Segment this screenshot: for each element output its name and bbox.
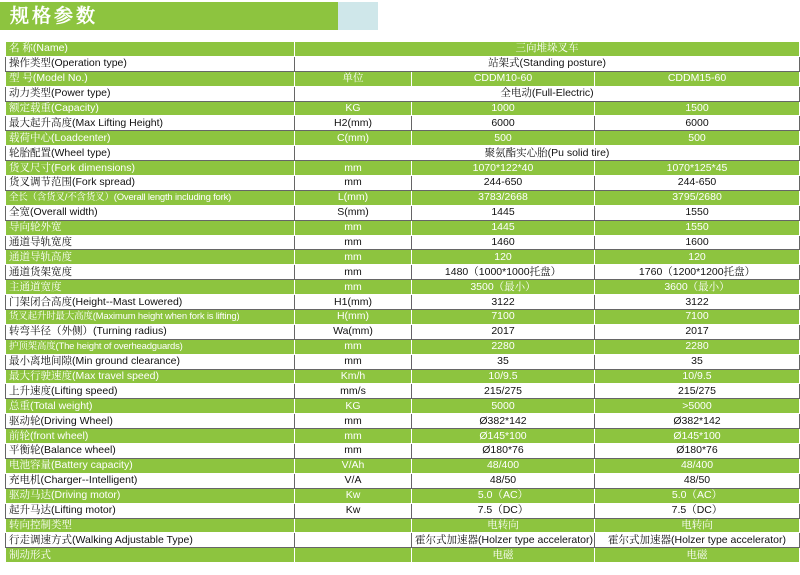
- spec-label: 货叉尺寸(Fork dimensions): [6, 161, 295, 176]
- spec-value-model-2: 霍尔式加速器(Holzer type accelerator): [595, 533, 800, 548]
- spec-label: 最大起升高度(Max Lifting Height): [6, 116, 295, 131]
- spec-unit: mm: [295, 220, 412, 235]
- spec-unit: V/A: [295, 473, 412, 488]
- spec-value-model-2: 1550: [595, 220, 800, 235]
- page-title: 规格参数: [10, 5, 99, 27]
- spec-unit: mm: [295, 176, 412, 191]
- spec-value-model-2: Ø180*76: [595, 444, 800, 459]
- spec-label: 操作类型(Operation type): [6, 56, 295, 71]
- spec-unit: mm: [295, 339, 412, 354]
- spec-value-model-2: 2017: [595, 324, 800, 339]
- spec-row: [6, 458, 800, 473]
- spec-row: [6, 176, 800, 191]
- spec-value-model-2: 电转向: [595, 518, 800, 533]
- spec-label: 轮胎配置(Wheel type): [6, 146, 295, 161]
- spec-value-model-1: 电转向: [412, 518, 595, 533]
- spec-value-model-1: Ø180*76: [412, 444, 595, 459]
- spec-label: 货叉调节范围(Fork spread): [6, 176, 295, 191]
- spec-value-model-1: 霍尔式加速器(Holzer type accelerator): [412, 533, 595, 548]
- spec-value-model-1: 48/400: [412, 458, 595, 473]
- spec-label: 充电机(Charger--Intelligent): [6, 473, 295, 488]
- spec-value-model-1: Ø145*100: [412, 429, 595, 444]
- spec-value-model-2: 1600: [595, 235, 800, 250]
- spec-value-model-2: 2280: [595, 339, 800, 354]
- spec-unit: mm: [295, 250, 412, 265]
- spec-value-model-2: 244-650: [595, 176, 800, 191]
- spec-label: 总重(Total weight): [6, 399, 295, 414]
- spec-value-model-1: 1070*122*40: [412, 161, 595, 176]
- spec-value-model-2: 120: [595, 250, 800, 265]
- spec-row: [6, 310, 800, 325]
- spec-label: 最大行驶速度(Max travel speed): [6, 369, 295, 384]
- spec-value-model-1: 1480（1000*1000托盘）: [412, 265, 595, 280]
- spec-value-model-1: 7100: [412, 310, 595, 325]
- spec-value-model-2: 3795/2680: [595, 190, 800, 205]
- spec-value-model-2: 电磁: [595, 548, 800, 563]
- spec-label: 货叉起升时最大高度(Maximum height when fork is lifting): [6, 310, 295, 325]
- spec-value-model-1: 1445: [412, 220, 595, 235]
- spec-label: 驱动轮(Driving Wheel): [6, 414, 295, 429]
- spec-label: 最小离地间隙(Min ground clearance): [6, 354, 295, 369]
- spec-value-model-2: Ø382*142: [595, 414, 800, 429]
- spec-value: 聚氨酯实心胎(Pu solid tire): [295, 146, 800, 161]
- spec-row: [6, 384, 800, 399]
- spec-row: [6, 518, 800, 533]
- spec-value-model-2: 48/50: [595, 473, 800, 488]
- spec-value-model-2: 10/9.5: [595, 369, 800, 384]
- spec-value-model-1: 5.0（AC）: [412, 488, 595, 503]
- spec-value: 三向堆垛叉车: [295, 42, 800, 57]
- spec-value-model-2: 500: [595, 131, 800, 146]
- spec-label: 起升马达(Lifting motor): [6, 503, 295, 518]
- spec-value-model-2: CDDM15-60: [595, 71, 800, 86]
- spec-value-model-2: Ø145*100: [595, 429, 800, 444]
- spec-value-model-1: 3122: [412, 295, 595, 310]
- spec-unit: mm: [295, 161, 412, 176]
- spec-unit: KG: [295, 399, 412, 414]
- spec-row: [6, 190, 800, 205]
- spec-row: [6, 548, 800, 563]
- spec-label: 平衡轮(Balance wheel): [6, 444, 295, 459]
- spec-label: 通道导轨高度: [6, 250, 295, 265]
- spec-label: 全宽(Overall width): [6, 205, 295, 220]
- spec-value-model-1: Ø382*142: [412, 414, 595, 429]
- spec-label: 通道导轨宽度: [6, 235, 295, 250]
- spec-value-model-2: 1760（1200*1200托盘）: [595, 265, 800, 280]
- spec-unit: C(mm): [295, 131, 412, 146]
- spec-unit: mm: [295, 265, 412, 280]
- spec-value-model-2: 1500: [595, 101, 800, 116]
- spec-label: 导向轮外宽: [6, 220, 295, 235]
- spec-label: 全长（含货叉/不含货叉）(Overall length including fork): [6, 190, 295, 205]
- spec-label: 型 号(Model No.): [6, 71, 295, 86]
- spec-table-body: [6, 42, 800, 563]
- spec-unit: Kw: [295, 503, 412, 518]
- spec-value-model-1: 5000: [412, 399, 595, 414]
- spec-value-model-2: 215/275: [595, 384, 800, 399]
- spec-row: [6, 250, 800, 265]
- spec-unit: H(mm): [295, 310, 412, 325]
- spec-unit: mm: [295, 429, 412, 444]
- spec-value-model-1: 35: [412, 354, 595, 369]
- spec-row: [6, 71, 800, 86]
- spec-unit: mm/s: [295, 384, 412, 399]
- spec-value: 全电动(Full-Electric): [295, 86, 800, 101]
- spec-unit: [295, 533, 412, 548]
- spec-label: 额定载重(Capacity): [6, 101, 295, 116]
- spec-value-model-2: 7100: [595, 310, 800, 325]
- page-header: [0, 0, 800, 35]
- spec-label: 动力类型(Power type): [6, 86, 295, 101]
- spec-unit: [295, 548, 412, 563]
- spec-row: [6, 42, 800, 57]
- spec-value-model-1: 500: [412, 131, 595, 146]
- spec-label: 制动形式: [6, 548, 295, 563]
- spec-label: 名 称(Name): [6, 42, 295, 57]
- spec-table: [5, 41, 800, 563]
- spec-value-model-2: 6000: [595, 116, 800, 131]
- spec-row: [6, 533, 800, 548]
- spec-unit: H2(mm): [295, 116, 412, 131]
- spec-row: [6, 444, 800, 459]
- spec-value: 站架式(Standing posture): [295, 56, 800, 71]
- spec-value-model-1: 3500（最小）: [412, 280, 595, 295]
- spec-value-model-1: 215/275: [412, 384, 595, 399]
- spec-unit: V/Ah: [295, 458, 412, 473]
- spec-row: [6, 369, 800, 384]
- spec-value-model-2: 48/400: [595, 458, 800, 473]
- spec-value-model-1: 7.5（DC）: [412, 503, 595, 518]
- spec-row: [6, 488, 800, 503]
- spec-value-model-1: CDDM10-60: [412, 71, 595, 86]
- spec-unit: KG: [295, 101, 412, 116]
- spec-unit: mm: [295, 235, 412, 250]
- spec-unit: S(mm): [295, 205, 412, 220]
- spec-unit: mm: [295, 444, 412, 459]
- spec-row: [6, 205, 800, 220]
- spec-row: [6, 265, 800, 280]
- spec-value-model-1: 10/9.5: [412, 369, 595, 384]
- spec-row: [6, 101, 800, 116]
- spec-row: [6, 399, 800, 414]
- spec-value-model-1: 1460: [412, 235, 595, 250]
- spec-label: 电池容量(Battery capacity): [6, 458, 295, 473]
- spec-label: 通道货架宽度: [6, 265, 295, 280]
- spec-unit: L(mm): [295, 190, 412, 205]
- spec-row: [6, 280, 800, 295]
- spec-label: 前轮(front wheel): [6, 429, 295, 444]
- spec-row: [6, 116, 800, 131]
- spec-unit: Kw: [295, 488, 412, 503]
- spec-label: 上升速度(Lifting speed): [6, 384, 295, 399]
- spec-row: [6, 339, 800, 354]
- spec-row: [6, 86, 800, 101]
- spec-row: [6, 161, 800, 176]
- spec-row: [6, 354, 800, 369]
- spec-row: [6, 146, 800, 161]
- spec-row: [6, 324, 800, 339]
- spec-value-model-1: 1000: [412, 101, 595, 116]
- spec-value-model-1: 2017: [412, 324, 595, 339]
- spec-value-model-1: 48/50: [412, 473, 595, 488]
- spec-row: [6, 503, 800, 518]
- spec-value-model-1: 120: [412, 250, 595, 265]
- spec-value-model-1: 2280: [412, 339, 595, 354]
- spec-row: [6, 220, 800, 235]
- spec-label: 载荷中心(Loadcenter): [6, 131, 295, 146]
- spec-unit: mm: [295, 354, 412, 369]
- spec-label: 行走调速方式(Walking Adjustable Type): [6, 533, 295, 548]
- spec-value-model-2: 1550: [595, 205, 800, 220]
- spec-unit: mm: [295, 280, 412, 295]
- spec-unit: Km/h: [295, 369, 412, 384]
- spec-row: [6, 235, 800, 250]
- spec-row: [6, 473, 800, 488]
- spec-value-model-2: 5.0（AC）: [595, 488, 800, 503]
- spec-value-model-1: 6000: [412, 116, 595, 131]
- spec-label: 主通道宽度: [6, 280, 295, 295]
- spec-value-model-2: 35: [595, 354, 800, 369]
- spec-label: 护顶架高度(The height of overheadguards): [6, 339, 295, 354]
- spec-row: [6, 414, 800, 429]
- spec-value-model-1: 电磁: [412, 548, 595, 563]
- spec-unit: Wa(mm): [295, 324, 412, 339]
- spec-value-model-2: >5000: [595, 399, 800, 414]
- spec-row: [6, 56, 800, 71]
- spec-value-model-2: 7.5（DC）: [595, 503, 800, 518]
- spec-row: [6, 429, 800, 444]
- spec-row: [6, 131, 800, 146]
- spec-unit: H1(mm): [295, 295, 412, 310]
- spec-label: 转向控制类型: [6, 518, 295, 533]
- spec-value-model-1: 1445: [412, 205, 595, 220]
- spec-unit: [295, 518, 412, 533]
- spec-unit: 单位: [295, 71, 412, 86]
- spec-label: 驱动马达(Driving motor): [6, 488, 295, 503]
- spec-value-model-1: 3783/2668: [412, 190, 595, 205]
- spec-row: [6, 295, 800, 310]
- header-accent-block: [338, 2, 378, 30]
- spec-value-model-2: 3600（最小）: [595, 280, 800, 295]
- spec-unit: mm: [295, 414, 412, 429]
- spec-label: 门架闭合高度(Height--Mast Lowered): [6, 295, 295, 310]
- spec-label: 转弯半径（外侧）(Turning radius): [6, 324, 295, 339]
- spec-value-model-2: 1070*125*45: [595, 161, 800, 176]
- spec-value-model-2: 3122: [595, 295, 800, 310]
- spec-value-model-1: 244-650: [412, 176, 595, 191]
